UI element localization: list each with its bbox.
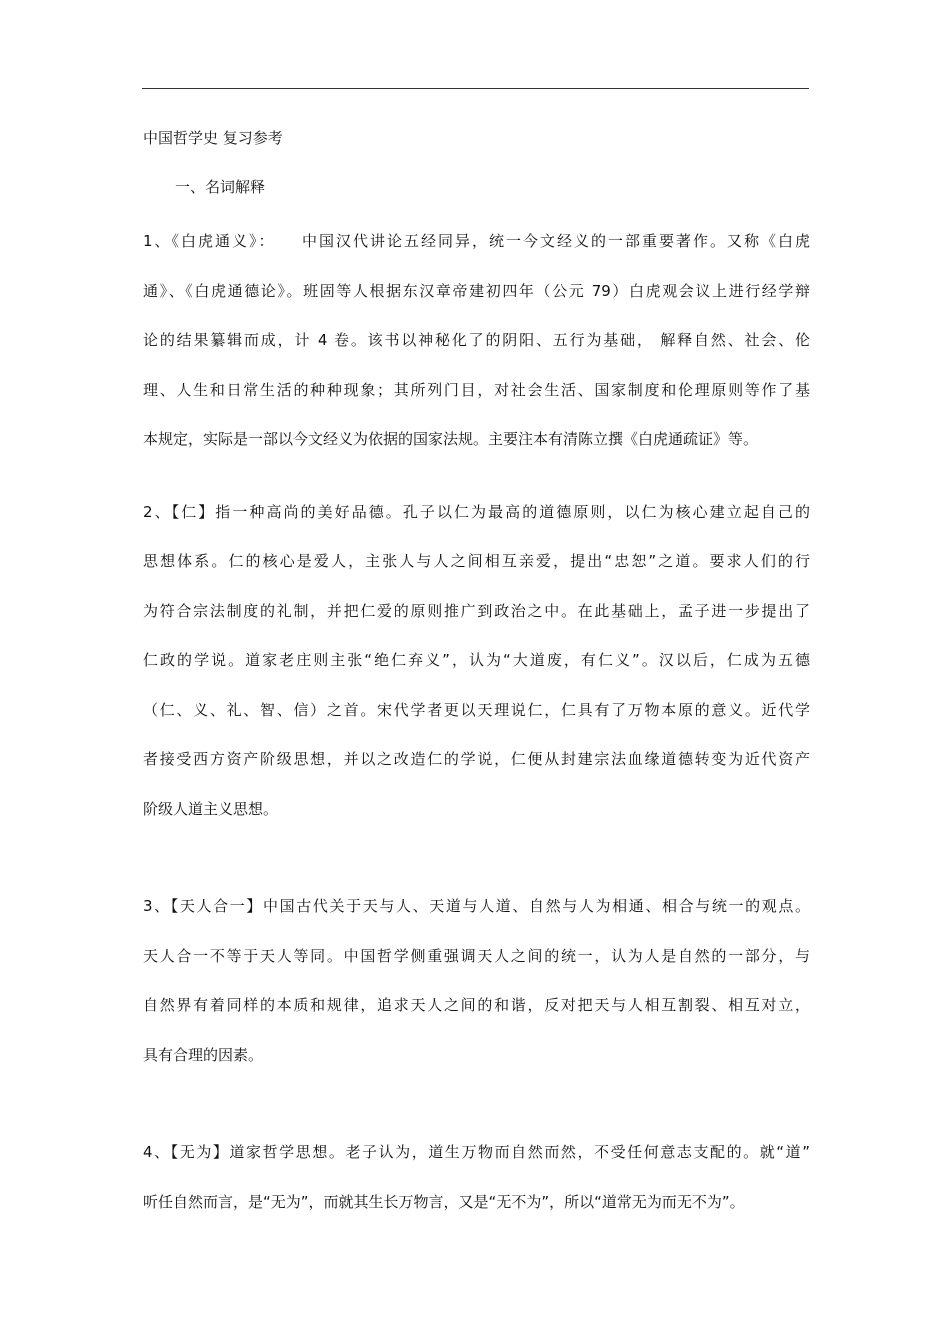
entry-line: 阶级人道主义思想。	[143, 799, 279, 818]
entry-line: 者接受西方资产阶级思想，并以之改造仁的学说，仁便从封建宗法血缘道德转变为近代资产	[143, 750, 810, 768]
entry-ren	[143, 488, 810, 835]
entry-line: 为符合宗法制度的礼制，并把仁爱的原则推广到政治之中。在此基础上，孟子进一步提出了	[143, 601, 810, 620]
entry-line: 通》、《白虎通德论》。班固等人根据东汉章帝建初四年（公元 79）白虎观会议上进行经学辩	[143, 281, 810, 300]
paragraph-gap	[143, 834, 810, 882]
entry-baihutongyi	[143, 217, 810, 465]
entry-line: 理、人生和日常生活的种种现象；其所列门目，对社会生活、国家制度和伦理原则等作了基	[143, 380, 810, 399]
entry-line: 论的结果纂辑而成，计 4 卷。该书以神秘化了的阴阳、五行为基础， 解释自然、社会、伦	[143, 331, 810, 349]
entry-line: 天人合一不等于天人等同。中国哲学侧重强调天人之间的统一，认为人是自然的一部分，与	[143, 946, 810, 965]
entry-line: （仁、义、礼、智、信）之首。宋代学者更以天理说仁，仁具有了万物本原的意义。近代学	[143, 700, 810, 719]
entry-line: 仁政的学说。道家老庄则主张“绝仁弃义”，认为“大道废，有仁义”。汉以后，仁成为五德	[143, 651, 810, 669]
entry-line: 思想体系。仁的核心是爱人，主张人与人之间相互亲爱，提出“忠恕”之道。要求人们的行	[143, 552, 810, 570]
paragraph-gap	[143, 465, 810, 488]
entry-line: 本规定，实际是一部以今文经义为依据的国家法规。主要注本有清陈立撰《白虎通疏证》等。	[143, 430, 759, 448]
paragraph-gap	[143, 1080, 810, 1128]
entry-line: 2、【仁】指一种高尚的美好品德。孔子以仁为最高的道德原则，以仁为核心建立起自己的	[143, 502, 810, 521]
document-body	[143, 119, 810, 1227]
section-heading: 一、名词解释	[175, 178, 266, 196]
entry-line: 1、《白虎通义》： 中国汉代讲论五经同异，统一今文经义的一部重要著作。又称《白虎	[143, 232, 810, 250]
header-rule	[142, 88, 809, 89]
document-title: 中国哲学史 复习参考	[143, 129, 283, 147]
entry-line: 听任自然而言，是“无为”，而就其生长万物言，又是“无不为”，所以“道常无为而无不为”。	[143, 1192, 745, 1211]
entry-line: 4、【无为】道家哲学思想。老子认为，道生万物而自然而然，不受任何意志支配的。就“道”	[143, 1143, 810, 1161]
entry-line: 3、【天人合一】中国古代关于天与人、天道与人道、自然与人为相通、相合与统一的观点。	[143, 897, 810, 915]
entry-wuwei	[143, 1128, 810, 1227]
entry-tianrenheyi	[143, 882, 810, 1080]
entry-line: 具有合理的因素。	[143, 1045, 264, 1064]
entry-line: 自然界有着同样的本质和规律，追求天人之间的和谐，反对把天与人相互割裂、相互对立，	[143, 996, 810, 1014]
